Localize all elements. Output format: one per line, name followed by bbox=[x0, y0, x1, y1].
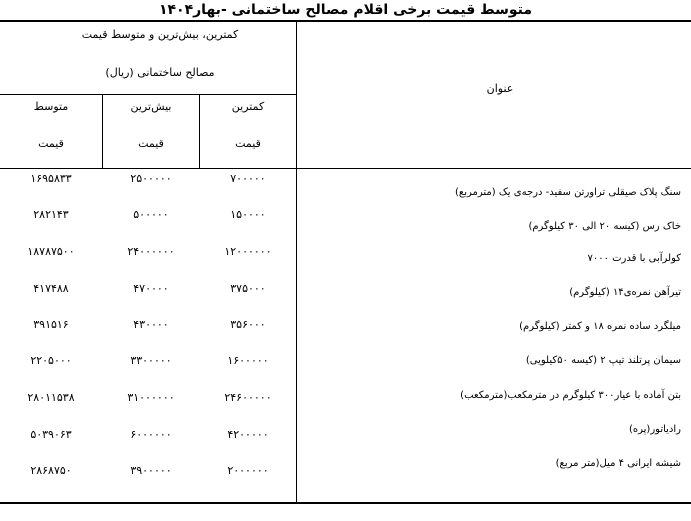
item-name: رادیاتور(پره) bbox=[628, 424, 681, 435]
header-min: کمترین bbox=[231, 100, 265, 113]
min-price: ۱۲۰۰۰۰۰۰ bbox=[224, 245, 272, 258]
avg-price: ۱۸۷۸۷۵۰۰ bbox=[27, 245, 75, 258]
max-price: ۲۴۰۰۰۰۰۰ bbox=[127, 245, 175, 258]
max-price: ۳۹۰۰۰۰۰ bbox=[130, 464, 172, 477]
max-price: ۲۵۰۰۰۰۰ bbox=[130, 172, 172, 185]
item-name: میلگرد ساده نمره ۱۸ و کمتر (کیلوگرم) bbox=[519, 321, 681, 332]
avg-price: ۴۱۷۴۸۸ bbox=[33, 282, 69, 295]
item-name: شیشه ایرانی ۴ میل(متر مربع) bbox=[555, 458, 681, 469]
price-table bbox=[0, 20, 691, 504]
table-bottom-border bbox=[0, 502, 691, 504]
max-price: ۴۳۰۰۰۰ bbox=[133, 318, 169, 331]
header-group-label-line1: کمترین، بیش‌ترین و متوسط قیمت bbox=[81, 28, 239, 41]
max-price: ۶۰۰۰۰۰۰ bbox=[130, 428, 172, 441]
avg-price: ۲۸۲۱۴۳ bbox=[33, 208, 69, 221]
avg-price: ۵۰۳۹۰۶۳ bbox=[30, 428, 72, 441]
item-name: خاک رس (کیسه ۲۰ الی ۳۰ کیلوگرم) bbox=[528, 221, 681, 232]
table-top-border bbox=[0, 20, 691, 22]
max-price: ۳۱۰۰۰۰۰۰ bbox=[127, 391, 175, 404]
item-name: کولرآبی با قدرت ۷۰۰۰ bbox=[587, 253, 681, 264]
item-name: تیرآهن نمره‌ی۱۴ (کیلوگرم) bbox=[569, 287, 681, 298]
avg-price: ۲۲۰۵۰۰۰ bbox=[30, 354, 72, 367]
column-divider-title bbox=[296, 20, 297, 504]
header-group-divider bbox=[0, 94, 296, 95]
avg-price: ۳۹۱۵۱۶ bbox=[33, 318, 69, 331]
min-price: ۱۶۰۰۰۰۰ bbox=[227, 354, 269, 367]
avg-price: ۱۶۹۵۸۳۳ bbox=[30, 172, 72, 185]
min-price: ۲۴۶۰۰۰۰۰ bbox=[224, 391, 272, 404]
header-avg: متوسط bbox=[33, 100, 69, 113]
max-price: ۵۰۰۰۰۰ bbox=[133, 208, 169, 221]
avg-price: ۲۸۰۱۱۵۳۸ bbox=[27, 391, 75, 404]
max-price: ۳۳۰۰۰۰۰ bbox=[130, 354, 172, 367]
header-max: بیش‌ترین bbox=[130, 100, 172, 113]
min-price: ۱۵۰۰۰۰ bbox=[230, 208, 266, 221]
min-price: ۴۲۰۰۰۰۰ bbox=[227, 428, 269, 441]
item-name: سیمان پرتلند تیپ ۲ (کیسه ۵۰کیلویی) bbox=[525, 355, 681, 366]
header-bottom-divider bbox=[0, 168, 691, 169]
max-price: ۴۷۰۰۰۰ bbox=[133, 282, 169, 295]
item-name: بتن آماده با عیار۳۰۰ کیلوگرم در مترمکعب(مترمکعب) bbox=[460, 390, 681, 401]
header-avg-price: قیمت bbox=[38, 137, 64, 150]
item-name: سنگ پلاک صیقلی تراورتن سفید- درجه‌ی یک (مترمربع) bbox=[454, 187, 681, 198]
min-price: ۲۰۰۰۰۰۰ bbox=[227, 464, 269, 477]
header-max-price: قیمت bbox=[138, 137, 164, 150]
page-title: متوسط قیمت برخی اقلام مصالح ساختمانی -بهار۱۴۰۴ bbox=[158, 2, 533, 18]
min-price: ۳۵۶۰۰۰ bbox=[230, 318, 266, 331]
avg-price: ۲۸۶۸۷۵۰ bbox=[30, 464, 72, 477]
min-price: ۳۷۵۰۰۰ bbox=[230, 282, 266, 295]
header-title-column: عنوان bbox=[486, 82, 514, 95]
min-price: ۷۰۰۰۰۰ bbox=[230, 172, 266, 185]
header-group-label-line2: مصالح ساختمانی (ریال) bbox=[105, 66, 215, 79]
header-min-price: قیمت bbox=[235, 137, 261, 150]
